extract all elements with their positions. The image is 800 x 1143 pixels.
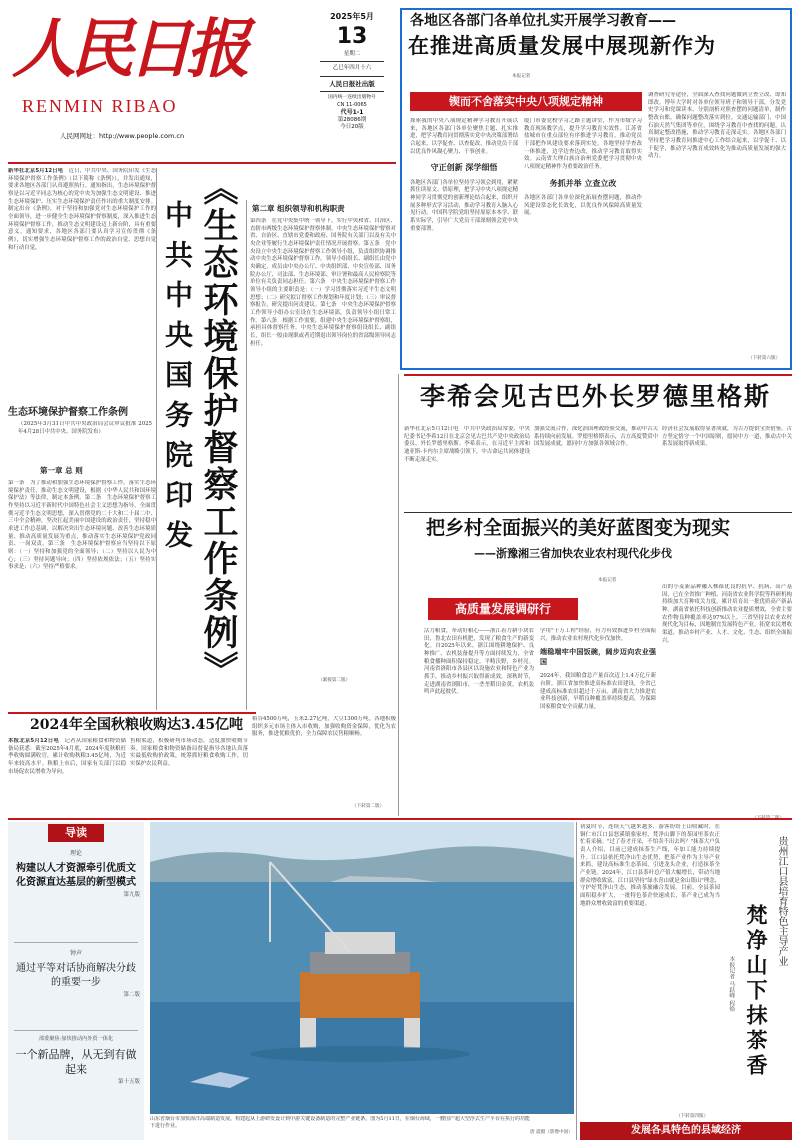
date-box	[312, 10, 392, 162]
lead-byline: 本报记者	[512, 74, 531, 79]
lixi-col-2: 加强交流合作，深化治国理政经验交流，推动中古关系持续向前发展。罗德里格斯表示，古方高度赞赏中国发展成就，愿同中方加强各领域合作。	[534, 426, 658, 448]
lead-subhead-1: 守正创新 深学细悟	[430, 163, 498, 173]
lead-title[interactable]: 在推进高质量发展中展现新作为	[408, 34, 716, 58]
publisher: 人民日报社出版	[329, 79, 375, 88]
lunar-date: 乙巳年四月十六	[332, 65, 372, 72]
reg-vertical-title[interactable]: 《生态环境保护督察工作条例》	[198, 170, 238, 688]
postal-code: 代号1-1	[340, 108, 364, 116]
date-day: 13	[336, 23, 368, 49]
photo-credit: 唐 震摄（影像中国）	[530, 1130, 573, 1135]
rural-col-3: 出的小麦新品种融入株葆优良的抗旱、抗病、高产基因，已在全省推广种植。河南省农业科学院等科研机构持续加大育种攻关力度，累计培育出一批优质高产新品种。湖南省依托科技创新推动农业提质增效，全省主要农作物良种覆盖率达97%以上。三省坚持以农业农村现代化为目标，因地制宜发展特色产业，拓宽农民增收渠道，推动乡村产业、人才、文化、生态、组织全面振兴。	[662, 584, 792, 644]
reg-title[interactable]: 生态环境保护督察工作条例	[8, 407, 128, 418]
offshore-platform-photo	[150, 822, 574, 1114]
issn: 国内统一连续出版物号	[328, 95, 376, 101]
tea-byline: 本报记者 马跃峰 程焕	[727, 956, 734, 1012]
lixi-col-1: 新华社北京5月12日电 中共中央政治局常委、中央纪委书记李希12日在北京会见古巴共产党中央政治局委员、外长罗德里格斯。李希表示，在习近平主席和迪亚斯-卡内尔主席战略引领下，中古命运共同体建设不断走深走实。	[404, 426, 530, 463]
page-count: 今日20版	[340, 124, 364, 131]
grain-col-3: 稻谷4500万吨，玉米2.27亿吨，大豆1300万吨。各地积极组织多元市场主体入市收购，加强收购资金保障，优化为农服务，推进优粮优价，全力保障农民售粮顺畅。	[252, 716, 396, 738]
tea-title[interactable]: 梵净山下抹茶香	[744, 904, 768, 1079]
guide-item-title: 构建以人才资源牵引优质文化资源直达基层的新型模式	[16, 863, 136, 889]
grain-col-1: 本报北京5月12日电 记者从国家粮食和物资储备局获悉：截至2025年4月底，2024年度秋粮旺季收购圆满收官，累计收购秋粮3.45亿吨，为近年来较高水平。秋粮上市后，国家有关部门以稳市场促农民增收为导向。	[8, 738, 126, 775]
guide-item-tag: 理论	[69, 850, 82, 857]
lixi-col-3: 经济社会发展取得显著成就，为古方提供宝贵借鉴。古方坚定恪守一个中国原则，愿同中方一道，推动古中关系发展取得新成果。	[662, 426, 792, 448]
reg-col-1: 第一条 为了推动和加强生态环境保护督察工作，落实生态环境保护责任，推动生态文明建设，根据《中华人民共和国环境保护法》等法律，制定本条例。第二条 生态环境保护督察工作坚持以习近平新时代中国特色社会主义思想为指导，全面贯彻习近平生态文明思想，深入贯彻党的二十大和二十届二中、三中全会精神，坚决扛起美丽中国建设的政治责任，坚持稳中求进工作总基调，以解决突出生态环境问题、改善生态环境质量、推动高质量发展为重点，推动落实生态环境保护党政同责、一岗双责。第三条 生态环境保护督察应当坚持以下原则：（一）坚持和加强党的全面领导；（二）坚持以人民为中心；（三）坚持问题导向；（四）坚持依规依法；（五）坚持实事求是；（六）坚持严格要求。	[8, 480, 156, 571]
guide-item-2[interactable]	[12, 950, 140, 1000]
platform-illustration	[150, 822, 574, 1114]
photo-caption: 山东省烟台市加快海洋高端制造发展。构建起从上游研发设计到中游关键设备制造的完整产业链条。图为5月11日，在烟台海域，一艘国产超大型浮式生产平台在执行的功能下进行作业。	[150, 1116, 530, 1130]
rural-pill: 高质量发展调研行	[428, 598, 578, 620]
reg-chapter-2: 第二章 组织领导和机构职责	[252, 204, 345, 213]
grain-col-2: 售粮渠道，积极研判市场动态，适度加快收购节奏。国家粮食和物资储备局督促指导各地认真落实最低收购价政策，统筹抓好粮食收购工作，切实保护农民利益。	[130, 738, 248, 768]
divider-rural	[404, 512, 792, 513]
guide-label: 导读	[48, 824, 104, 842]
issue-number: 第28086期	[337, 116, 367, 123]
grain-continued: （下转第二版）	[352, 804, 385, 809]
tea-side-kicker: 贵州江口县培育特色主导产业	[776, 836, 787, 966]
reg-chapter-1: 第一章 总 则	[40, 466, 83, 475]
guide-item-1[interactable]	[12, 850, 140, 900]
lead-kicker: 各地区各部门各单位扎实开展学习教育——	[410, 13, 676, 29]
tea-continued: （下转第四版）	[676, 1114, 709, 1119]
rural-subhead-1: 端稳端牢中国饭碗，阔步迈向农业强国	[540, 648, 656, 667]
guide-item-title: 通过平等对话协商解决分歧的重要一步	[16, 963, 136, 989]
lead-subhead-3: 务抓并举 立查立改	[549, 178, 617, 188]
logo-pinyin: RENMIN RIBAO	[22, 96, 178, 116]
reg-date: （2025年3月31日中共中央政治局会议审议批准 2025年4月28日中共中央、国务院发布）	[18, 421, 152, 435]
divider-grain	[8, 712, 256, 714]
weekday: 星期二	[343, 50, 361, 57]
lead-bar: 锲而不舍落实中央八项规定精神	[410, 92, 642, 111]
lead-col-3: 调查研究等途径，全面深入查找问题做到立查立改、即知即改。博年大学时对各单位领导班子和领导干部，分发党史学习和党课读本。分别剖析对照查摆的问题清单，制作整改台账。确保问题整改落实到位。交通运输部门、中国石油天然气集团等单位，围绕学习教育中查找的问题，认真制定整改措施，推动学习教育走深走实。各地区各部门坚持把学习教育同推进中心工作结合起来，以学促干、以干促学，推动学习教育成效转化为推动高质量发展的强大动力。	[648, 92, 786, 160]
rural-col-1: 活力粮食，牵动好粮心——浙江着力耕小块农田，鲁北农田有机肥，发现了粮食生产的新变化。自2025年以来，浙江围绕耕地保护、良种推广、农机装备提升等方面持续发力，全省粮食播种面积保持稳定。平畴沃野，乡村亮。河南省洛阳市各县区以设施农业和特色产业为抓手，推动乡村振兴取得新成效。深秋时节，走进湖南省浏阳市，一垄垄稻田金黄，农机轰鸣声此起彼伏。	[424, 628, 534, 696]
logo: 人民日报	[12, 12, 244, 87]
reg-intro: 新华社北京5月12日电 近日，中共中央、国务院印发《生态环境保护督察工作条例》（以下简称《条例》），并发出通知，要求各地区各部门认真遵照执行。通知指出，生态环境保护督察是以习近平同志为核心的党中央为加强生态文明建设、推进生态环境保护、压实生态环境保护责任作出的重大制度安排。制定出台《条例》，对于坚持和加强党对生态环境保护工作的全面领导，进一步健全生态环境保护督察制度，深入推进生态环境保护督察工作，推动生态文明建设迈上新台阶，具有重要意义。通知要求，各地区各部门要认真学习宣传贯彻《条例》，切实增强生态环境保护督察工作的政治自觉、思想自觉和行动自觉。	[8, 168, 156, 251]
guide-item-title: 一个新品牌，从无到有做起来	[15, 1048, 137, 1077]
lead-col-1: 探索我的中央八项规定精神学习教育开展以来，各地区各部门各单位聚焦主题、扎实推进，把学习教育同贯彻落实党中央决策部署结合起来，以学促查、以查促改，推动党员干部以优良作风凝心聚力、干事创业。 守正创新 深学细悟 各地区各部门各单位坚持学习领会到用，紧紧抓住读原文、悟原理，把学习中央八项规定精神同学习贯彻党的创新理论结合起来，组织开展多种形式学习活动，推动学习教育入脑入心见行动。中国科学院党组坚持原原本本学、联系实际学，引导广大党员干部深刻领会党中央重要部署。	[410, 118, 518, 232]
footer-bar: 发展各具特色的县域经济	[580, 1122, 792, 1140]
lixi-title[interactable]: 李希会见古巴外长罗德里格斯	[420, 382, 772, 411]
guide-item-page: 第二版	[123, 992, 140, 999]
lead-col-2: 厦门市委党校学习之路主题讲堂，作为市级学习教育现场教学点，提升学习教育实效性。江苏省盐城市在重点部位有序推进学习教育，推动党员干部把作风建设要求落到实处。各地坚持学查改一体推进，边学边查边改，推动学习教育取得实效。云南省大理白族自治州党委把学习贯彻中央八项规定精神作为重要政治任务。 务抓并举 立查立改 各地区各部门各单位深化拓展查摆问题，推动作风建设常态化长效化，以优良作风保障高质量发展。	[524, 118, 642, 217]
rural-subtitle: ——浙豫湘三省加快农业农村现代化步伐	[474, 547, 672, 560]
divider-bottom	[8, 818, 792, 820]
cn-code: CN 11-0065	[337, 101, 367, 108]
guide-item-tag: 部委聚焦·加快推动内外贸一体化	[38, 1036, 114, 1042]
reg-continued: （紧接第二版）	[318, 678, 351, 683]
divider-lixi	[404, 374, 792, 376]
website[interactable]: 人民网网址：http://www.people.com.cn	[60, 132, 185, 140]
guide-item-tag: 钟声	[69, 950, 82, 957]
guide-item-page: 第九版	[123, 892, 140, 899]
reg-issuer: 中共中央国务院印发	[161, 200, 194, 560]
date-ym: 2025年5月	[330, 12, 374, 21]
rural-byline: 本报记者	[598, 578, 617, 583]
rural-title[interactable]: 把乡村全面振兴的美好蓝图变为现实	[426, 517, 731, 539]
rural-col-2: 学用"千万工程"经验，有力有效推进乡村全面振兴，推动农业农村现代化步伐加快。 端稳端牢中国饭碗，阔步迈向农业强国 2024年，我国粮食总产量首次迈上1.4万亿斤新台阶。浙江省加快推进高标准农田建设，全省已建成高标准农田超过千万亩。湖南省大力推进农业科技创新，早稻良种覆盖率持续提高，为保障国家粮食安全贡献力量。	[540, 628, 656, 710]
guide-item-page: 第十五版	[117, 1079, 140, 1086]
tea-col-1: 初夏时节，连续天气越来越多，游客纷纷上山收藏时，在铜仁市江口县怒溪镇骆家村，梵净山脚下的茶园里茶农正忙着采摘。"过了春才开采，不怕卖不出去吗？"抹茶大户负责人介绍，目前已建成抹茶生产线，年加工能力持续提升。江口县依托梵净山生态优势，把茶产业作为主导产业来抓，建设高标准生态茶园，引进龙头企业，打造抹茶全产业链。2024年，江口县茶叶总产值大幅增长，带动当地群众增收致富。江口县坚持"绿水青山就是金山银山"理念，守护好梵净山生态，推动茶旅融合发展。目前，全县茶园面积稳步扩大，一批特色茶企快速成长，茶产业已成为当地群众增收致富的重要渠道。	[580, 824, 720, 907]
grain-title[interactable]: 2024年全国秋粮收购达3.45亿吨	[30, 717, 244, 733]
lead-continued: （下转第六版）	[748, 356, 781, 361]
reg-col-2: 第四条 在党中央集中统一领导下，实行中央和省、自治区、直辖市两级生态环境保护督察体制。中央生态环境保护督察对省、自治区、直辖市党委和政府、国务院有关部门以及有关中央企业等履行生态环境保护责任情况开展督察。第五条 党中央设立中央生态环境保护督察工作领导小组，负责组织协调推动中央生态环境保护督察工作。领导小组组长、副组长由党中央确定，成员由中央办公厅、中央组织部、中央宣传部、国务院办公厅、司法部、生态环境部、审计署和最高人民检察院等单位有关负责同志担任。第六条 中央生态环境保护督察工作领导小组的主要职责是：（一）学习贯彻落实习近平生态文明思想；（二）研究拟订督察工作规划和年度计划；（三）审议督察报告，研究提出问责建议。第七条 中央生态环境保护督察工作领导小组办公室设在生态环境部，负责领导小组日常工作。第八条 根据工作需要，组建中央生态环境保护督察组，承担具体督察任务。中央生态环境保护督察组设组长、副组长，组长一般由现职或者近期退出领导岗位的省部级领导同志担任。	[250, 218, 396, 347]
divider-top	[8, 162, 396, 164]
guide-item-3[interactable]	[12, 1036, 140, 1086]
